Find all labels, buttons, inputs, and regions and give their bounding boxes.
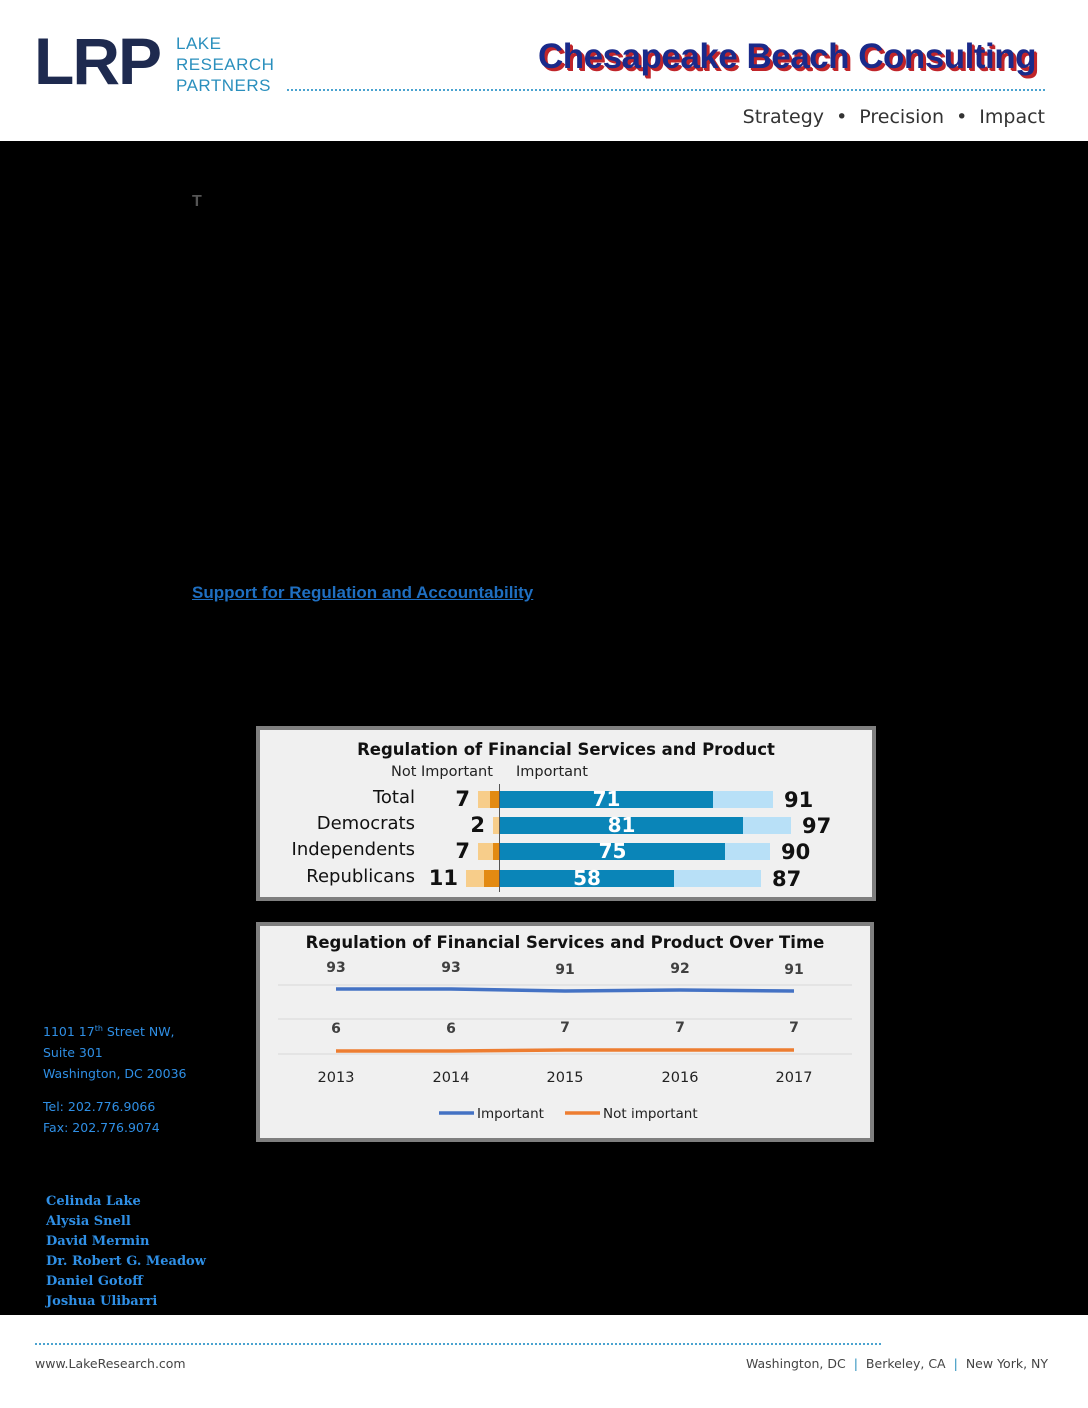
address-line: Washington, DC 20036 [43, 1066, 187, 1082]
fax: Fax: 202.776.9074 [43, 1120, 160, 1135]
x-tick-label: 2017 [775, 1070, 813, 1086]
strong-important-label: 71 [592, 787, 621, 811]
data-label-important: 93 [326, 960, 346, 976]
lrp-logo-mark: LRP [34, 24, 160, 98]
x-tick-label: 2016 [661, 1070, 699, 1086]
important-total-value: 90 [781, 840, 811, 864]
data-label-not-important: 6 [331, 1021, 341, 1037]
chart-title: Regulation of Financial Services and Product [357, 740, 775, 759]
data-label-important: 93 [441, 960, 461, 976]
tagline-word: Strategy [742, 106, 825, 128]
important-total-value: 91 [784, 788, 814, 812]
x-tick-label: 2013 [317, 1070, 355, 1086]
x-tick-label: 2014 [432, 1070, 470, 1086]
footer-divider [35, 1343, 881, 1345]
bullet: • [956, 106, 968, 128]
legend-label: Important [477, 1106, 544, 1122]
location: Washington, DC [745, 1356, 846, 1371]
location: Berkeley, CA [865, 1356, 946, 1371]
tagline-word: Impact [979, 106, 1045, 128]
bar-strongly-not-important [490, 791, 499, 808]
footer [0, 1315, 1088, 1408]
category-label: Republicans [306, 866, 415, 887]
data-label-not-important: 7 [789, 1020, 799, 1036]
phone-numbers [43, 1096, 160, 1138]
partner-logo: Chesapeake Beach Consulting [537, 37, 1036, 76]
data-label-not-important: 7 [675, 1020, 685, 1036]
category-label: Total [372, 787, 415, 808]
staff-name: Dr. Robert G. Meadow [46, 1254, 206, 1269]
logo-line: PARTNERS [176, 76, 272, 95]
not-important-value: 7 [455, 839, 470, 863]
body-text-fragment: T [192, 193, 202, 210]
data-label-not-important: 7 [560, 1020, 570, 1036]
not-important-value: 11 [428, 866, 458, 890]
line-chart-panel [256, 922, 874, 1142]
series-line-not-important [336, 1050, 794, 1051]
strong-important-label: 58 [573, 866, 601, 890]
staff-name: Celinda Lake [46, 1194, 141, 1209]
important-label: Important [516, 764, 588, 780]
logo-line: LAKE [176, 34, 222, 53]
strong-important-label: 81 [607, 813, 636, 837]
website-link[interactable]: www.LakeResearch.com [35, 1356, 186, 1371]
address-line: 1101 17th Street NW, [43, 1024, 175, 1040]
data-label-important: 91 [555, 962, 575, 978]
strong-important-label: 75 [598, 839, 627, 863]
section-heading-link[interactable]: Support for Regulation and Accountability [192, 583, 534, 602]
category-label: Democrats [316, 813, 415, 834]
separator: | [953, 1356, 958, 1371]
line-chart [260, 926, 870, 1138]
important-total-value: 97 [802, 814, 832, 838]
data-label-not-important: 6 [446, 1021, 456, 1037]
not-important-value: 2 [470, 813, 485, 837]
x-tick-label: 2015 [546, 1070, 584, 1086]
tagline [743, 106, 1045, 128]
location: New York, NY [965, 1356, 1048, 1371]
header-divider [287, 89, 1045, 91]
tagline-word: Precision [859, 106, 945, 128]
bullet: • [836, 106, 848, 128]
chart-title: Regulation of Financial Services and Product Over Time [305, 933, 825, 952]
category-label: Independents [291, 839, 415, 860]
not-important-value: 7 [455, 787, 470, 811]
letterhead [0, 0, 1088, 141]
important-total-value: 87 [772, 867, 802, 891]
bar-chart-panel [256, 726, 876, 901]
data-label-important: 91 [784, 962, 804, 978]
separator: | [853, 1356, 858, 1371]
series-line-important [336, 989, 794, 991]
office-address [43, 1018, 187, 1084]
telephone: Tel: 202.776.9066 [43, 1099, 156, 1114]
address-line: Suite 301 [43, 1045, 103, 1061]
staff-list [46, 1192, 206, 1312]
lrp-logo-text [176, 33, 274, 96]
not-important-label: Not Important [391, 764, 493, 780]
data-label-important: 92 [670, 961, 690, 977]
bar-not-important [493, 817, 499, 834]
staff-name: Joshua Ulibarri [46, 1294, 158, 1309]
logo-line: RESEARCH [176, 55, 275, 74]
staff-name: Daniel Gotoff [46, 1274, 143, 1289]
staff-name: Alysia Snell [46, 1214, 131, 1229]
bar-strongly-not-important [493, 843, 499, 860]
staff-name: David Mermin [46, 1234, 150, 1249]
legend-label: Not important [603, 1106, 698, 1122]
bar-strongly-not-important [484, 870, 499, 887]
office-locations [746, 1356, 1048, 1371]
